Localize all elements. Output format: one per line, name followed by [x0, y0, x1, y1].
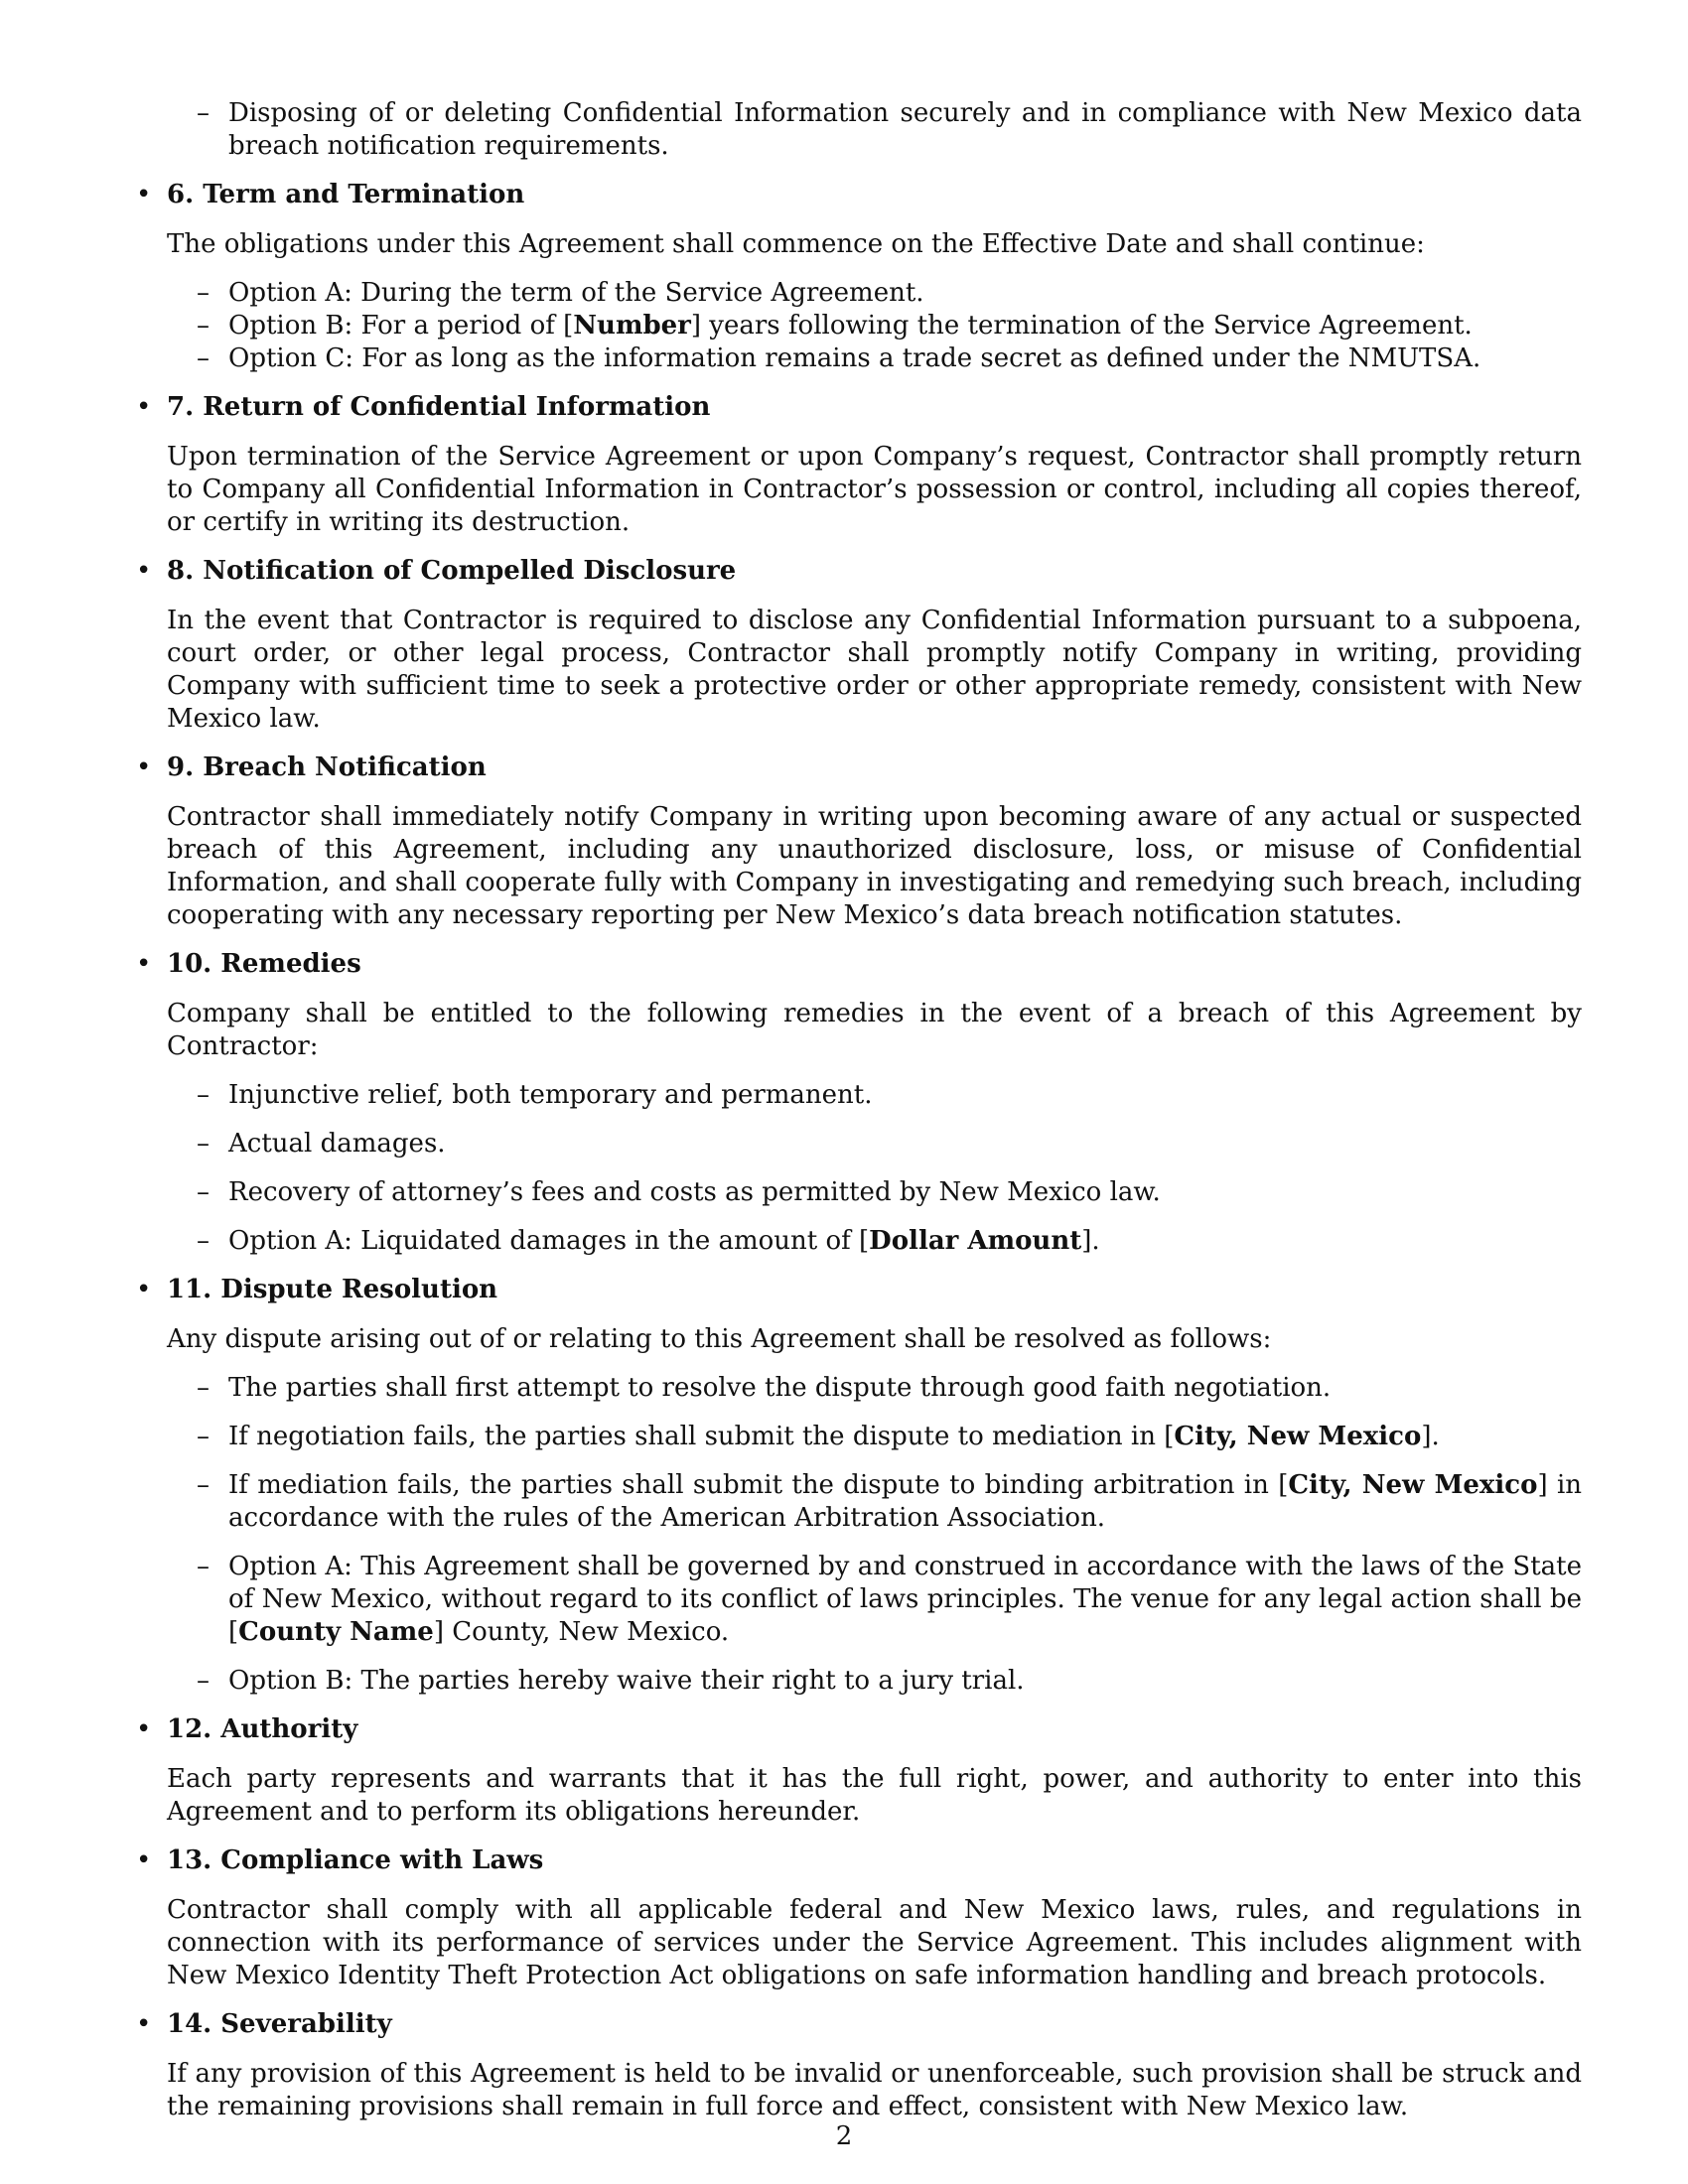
dash-marker: –	[197, 1373, 210, 1403]
section-heading	[136, 2008, 1582, 2041]
list-item	[167, 97, 1582, 163]
dash-marker: –	[197, 311, 210, 341]
section-body: In the event that Contractor is required to disclose any Confidential Information pursuant to a subpoena, court order, or other legal process, Contractor shall promptly notify Company in writing, providing Company with sufficient time to seek a protective order or other appropriate remedy, consistent with New Mexico law.	[167, 606, 1582, 734]
list-item	[167, 1665, 1582, 1698]
section-title: 11. Dispute Resolution	[167, 1275, 498, 1304]
section-heading	[136, 948, 1582, 981]
section-10	[136, 948, 1582, 1258]
continuation-block	[136, 97, 1582, 163]
dash-marker: –	[197, 1080, 210, 1110]
section-title: 12. Authority	[167, 1714, 358, 1744]
section-12	[136, 1713, 1582, 1829]
dispute-list	[167, 1372, 1582, 1698]
section-14	[136, 2008, 1582, 2123]
bullet-icon: •	[136, 1275, 152, 1304]
placeholder-field: City, New Mexico	[1174, 1422, 1422, 1451]
bullet-icon: •	[136, 752, 152, 782]
dash-marker: –	[197, 98, 210, 128]
section-heading	[136, 555, 1582, 588]
bullet-icon: •	[136, 2009, 152, 2039]
list-item	[167, 342, 1582, 375]
item-text: Injunctive relief, both temporary and permanent.	[228, 1080, 873, 1110]
section-title: 9. Breach Notification	[167, 752, 487, 782]
list-item	[167, 1225, 1582, 1258]
placeholder-field: City, New Mexico	[1288, 1470, 1538, 1500]
section-body: Company shall be entitled to the following remedies in the event of a breach of this Agreement by Contractor:	[167, 999, 1582, 1061]
section-heading	[136, 1713, 1582, 1746]
section-body: Contractor shall comply with all applicable federal and New Mexico laws, rules, and regulations in connection with its performance of services under the Service Agreement. This includes alignment with New Mexico Identity Theft Protection Act obligations on safe information handling and breach protocols.	[167, 1895, 1582, 1990]
section-heading	[136, 751, 1582, 784]
section-11	[136, 1274, 1582, 1698]
page-number: 2	[835, 2121, 853, 2151]
item-text-end: ] County, New Mexico.	[433, 1617, 730, 1647]
section-body: If any provision of this Agreement is held to be invalid or unenforceable, such provision shall be struck and the remaining provisions shall remain in full force and effect, consistent with New Mexico law.	[167, 2059, 1582, 2121]
item-text: Option A: Liquidated damages in the amount of [	[228, 1226, 870, 1256]
remedy-list	[167, 1079, 1582, 1258]
item-text: The parties shall first attempt to resolve the dispute through good faith negotiation.	[228, 1373, 1332, 1403]
bullet-icon: •	[136, 392, 152, 422]
dash-marker: –	[197, 343, 210, 373]
item-text: Option B: The parties hereby waive their right to a jury trial.	[228, 1666, 1025, 1696]
section-heading	[136, 1274, 1582, 1306]
bullet-icon: •	[136, 556, 152, 586]
dash-marker: –	[197, 1470, 210, 1500]
item-text: If mediation fails, the parties shall submit the dispute to binding arbitration in [	[228, 1470, 1289, 1500]
placeholder-field: Number	[573, 311, 691, 341]
item-text-end: ].	[1081, 1226, 1100, 1256]
item-text: Option C: For as long as the information remains a trade secret as defined under the NMUTSA.	[228, 343, 1481, 373]
document-content	[136, 97, 1582, 2139]
bullet-icon: •	[136, 1845, 152, 1875]
list-item	[167, 1421, 1582, 1453]
dash-marker: –	[197, 1177, 210, 1207]
item-text: Actual damages.	[228, 1129, 446, 1159]
section-title: 10. Remedies	[167, 949, 361, 979]
section-body: Any dispute arising out of or relating to this Agreement shall be resolved as follows:	[167, 1324, 1272, 1354]
section-title: 7. Return of Confidential Information	[167, 392, 711, 422]
dash-marker: –	[197, 1666, 210, 1696]
section-heading	[136, 391, 1582, 424]
section-body: The obligations under this Agreement shall commence on the Effective Date and shall continue:	[167, 229, 1425, 259]
item-text: Option B: For a period of [	[228, 311, 574, 341]
section-13	[136, 1844, 1582, 1992]
section-6	[136, 179, 1582, 375]
dash-marker: –	[197, 1422, 210, 1451]
list-item	[167, 310, 1582, 342]
section-title: 6. Term and Termination	[167, 180, 525, 209]
list-item	[167, 1128, 1582, 1160]
option-list	[167, 277, 1582, 375]
item-text: Option A: During the term of the Service Agreement.	[228, 278, 924, 308]
item-text: Recovery of attorney’s fees and costs as permitted by New Mexico law.	[228, 1177, 1161, 1207]
bullet-icon: •	[136, 1714, 152, 1744]
list-item	[167, 1176, 1582, 1209]
section-title: 8. Notification of Compelled Disclosure	[167, 556, 737, 586]
section-heading	[136, 1844, 1582, 1877]
dash-marker: –	[197, 1129, 210, 1159]
section-title: 14. Severability	[167, 2009, 392, 2039]
section-heading	[136, 179, 1582, 211]
bullet-icon: •	[136, 949, 152, 979]
bullet-icon: •	[136, 180, 152, 209]
section-9	[136, 751, 1582, 932]
dash-marker: –	[197, 1226, 210, 1256]
list-item	[167, 277, 1582, 310]
item-text: If negotiation fails, the parties shall submit the dispute to mediation in [	[228, 1422, 1175, 1451]
section-title: 13. Compliance with Laws	[167, 1845, 544, 1875]
continuation-text: Disposing of or deleting Confidential Information securely and in compliance with New Mexico data breach notification requirements.	[228, 98, 1582, 161]
placeholder-field: County Name	[238, 1617, 434, 1647]
section-8	[136, 555, 1582, 736]
list-item	[167, 1079, 1582, 1112]
dash-marker: –	[197, 278, 210, 308]
dash-marker: –	[197, 1552, 210, 1581]
list-item	[167, 1551, 1582, 1649]
item-text: Option A: This Agreement shall be governed by and construed in accordance with the laws of the State of New Mexico, without regard to its conflict of laws principles. The venue for any legal action shall be [	[228, 1552, 1582, 1647]
list-item	[167, 1372, 1582, 1405]
item-text-end: ] years following the termination of the Service Agreement.	[690, 311, 1473, 341]
item-text-end: ].	[1421, 1422, 1440, 1451]
section-7	[136, 391, 1582, 539]
section-body: Each party represents and warrants that it has the full right, power, and authority to enter into this Agreement and to perform its obligations hereunder.	[167, 1764, 1582, 1827]
list-item	[167, 1469, 1582, 1535]
section-body: Upon termination of the Service Agreement or upon Company’s request, Contractor shall promptly return to Company all Confidential Information in Contractor’s possession or control, including all copies thereof, or certify in writing its destruction.	[167, 442, 1582, 537]
item-text-end: ] in accordance with the rules of the American Arbitration Association.	[228, 1470, 1583, 1533]
placeholder-field: Dollar Amount	[869, 1226, 1082, 1256]
section-body: Contractor shall immediately notify Company in writing upon becoming aware of any actual or suspected breach of this Agreement, including any unauthorized disclosure, loss, or misuse of Confidential Information, and shall cooperate fully with Company in investigating and remedying such breach, including cooperating with any necessary reporting per New Mexico’s data breach notification statutes.	[167, 802, 1582, 930]
